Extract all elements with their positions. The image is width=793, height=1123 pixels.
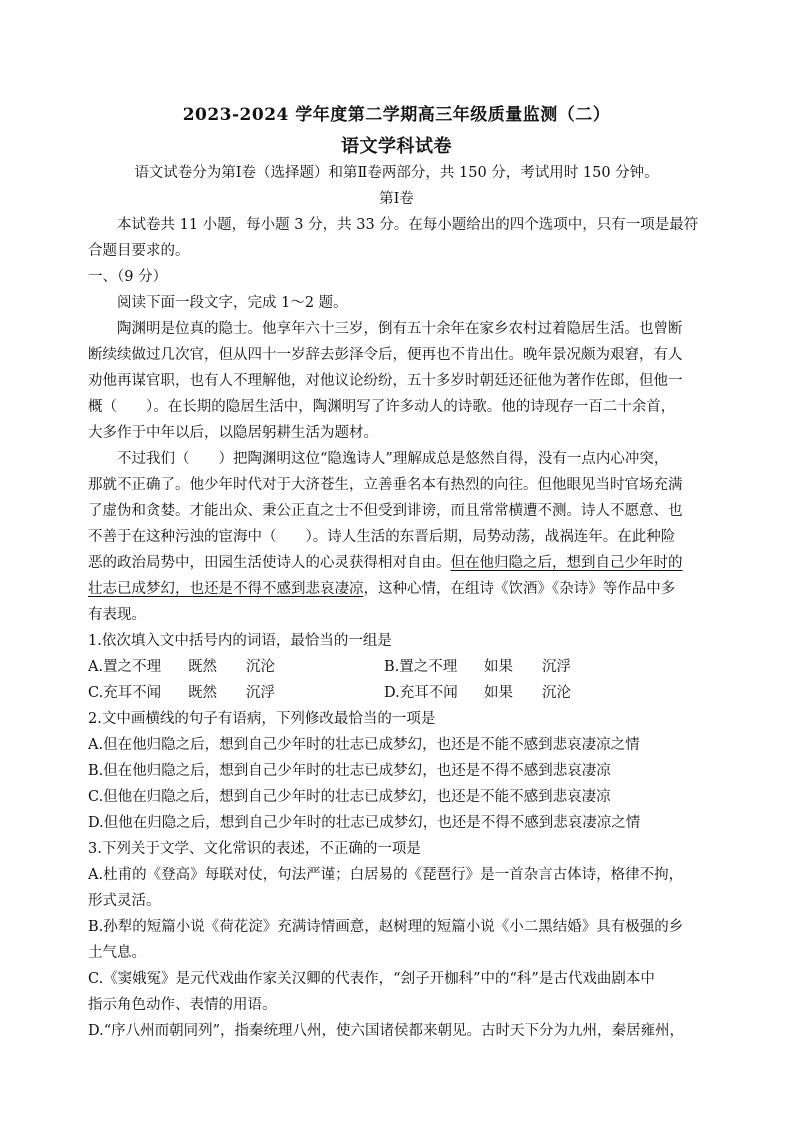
passage-line (88, 554, 728, 572)
passage-line (88, 580, 728, 598)
q3-option-c: C.《窦娥冤》是元代戏曲作家关汉卿的代表作，“刽子开枷科”中的“科”是古代戏曲剧本中 (88, 971, 655, 987)
passage-line: 不善于在这种污浊的宦海中（ ）。诗人生活的东晋后期，局势动荡，战祸连年。在此种险 (88, 529, 676, 545)
q3-option-b-cont: 土气息。 (88, 945, 146, 961)
q3-option-c-cont: 指示角色动作、表情的用语。 (88, 997, 277, 1013)
question-1-stem: 1.依次填入文中括号内的词语，最恰当的一组是 (88, 633, 392, 649)
passage-line: 了虚伪和贪婪。才能出众、秉公正直之士不但受到诽谤，而且常常横遭不测。诗人不愿意、也 (88, 503, 683, 519)
exam-intro: 语文试卷分为第Ⅰ卷（选择题）和第Ⅱ卷两部分，共 150 分，考试用时 150 分钟。 (134, 165, 659, 181)
q1-option-a-word3: 沉沦 (246, 659, 275, 675)
section-title: 第Ⅰ卷 (379, 191, 414, 207)
q3-option-b: B.孙犁的短篇小说《荷花淀》充满诗情画意，赵树理的短篇小说《小二黑结婚》具有极强的乡 (88, 919, 684, 935)
q1-option-c-word3: 沉浮 (246, 685, 275, 701)
q3-option-a-cont: 形式灵活。 (88, 893, 161, 909)
passage-line: 那就不正确了。他少年时代对于大济苍生，立善垂名本有热烈的向往。但他眼见当时官场充满 (88, 477, 683, 493)
q1-option-a-word2: 既然 (188, 659, 217, 675)
q1-option-b-word1: B.置之不理 (384, 659, 458, 675)
q1-option-d-word3: 沉沦 (542, 685, 571, 701)
passage-line: 不过我们（ ）把陶渊明这位“隐逸诗人”理解成总是悠然自得，没有一点内心冲突， (117, 451, 669, 467)
q1-option-a-word1: A.置之不理 (88, 659, 162, 675)
underlined-sentence: 但在他归隐之后，想到自己少年时的 (450, 555, 683, 571)
q1-option-d-word2: 如果 (484, 685, 513, 701)
q2-option-b: B.但在他归隐之后，想到自己少年时的壮志已成梦幻，也还是不得不感到悲哀凄凉 (88, 763, 611, 779)
q1-option-d-word1: D.充耳不闻 (384, 685, 458, 701)
exam-title: 2023-2024 学年度第二学期高三年级质量监测（二） (182, 105, 611, 125)
underlined-sentence: 壮志已成梦幻，也还是不得不感到悲哀凄凉 (88, 581, 364, 597)
passage-line: 概（ ）。在长期的隐居生活中，陶渊明写了许多动人的诗歌。他的诗现存一百二十余首， (88, 399, 676, 415)
q1-option-c-word1: C.充耳不闻 (88, 685, 162, 701)
q2-option-d: D.但他在归隐之后，想到自己少年时的壮志已成梦幻，也还是不得不感到悲哀凄凉之情 (88, 815, 641, 831)
passage-line: 断续续做过几次官，但从四十一岁辞去彭泽令后，便再也不肯出仕。晚年景况颇为艰窘，有人 (88, 347, 683, 363)
q2-option-c: C.但他在归隐之后，想到自己少年时的壮志已成梦幻，也还是不能不感到悲哀凄凉 (88, 789, 611, 805)
part-heading: 一、（9 分） (88, 269, 168, 285)
instruction-line: 本试卷共 11 小题，每小题 3 分，共 33 分。在每小题给出的四个选项中，只有一项是最符 (117, 217, 699, 233)
passage-line: 劝他再谋官职，也有人不理解他，对他议论纷纷，五十多岁时朝廷还征他为著作佐郎，但他一 (88, 373, 683, 389)
question-2-stem: 2.文中画横线的句子有语病，下列修改最恰当的一项是 (88, 711, 436, 727)
question-3-stem: 3.下列关于文学、文化常识的表述，不正确的一项是 (88, 841, 421, 857)
passage-text: 恶的政治局势中，田园生活使诗人的心灵获得相对自由。 (88, 555, 451, 571)
passage-text: ，这种心情，在组诗《饮酒》《杂诗》等作品中多 (363, 581, 676, 597)
passage-line: 大多作于中年以后，以隐居躬耕生活为题材。 (88, 425, 378, 441)
q1-option-c-word2: 既然 (188, 685, 217, 701)
read-prompt: 阅读下面一段文字，完成 1～2 题。 (117, 295, 348, 311)
q3-option-a: A.杜甫的《登高》每联对仗，句法严谨；白居易的《琵琶行》是一首杂言古体诗，格律不拘， (88, 867, 684, 883)
instruction-line: 合题目要求的。 (88, 243, 190, 259)
exam-subtitle: 语文学科试卷 (341, 136, 452, 157)
q1-option-b-word2: 如果 (484, 659, 513, 675)
q2-option-a: A.但在他归隐之后，想到自己少年时的壮志已成梦幻，也还是不能不感到悲哀凄凉之情 (88, 737, 640, 753)
q1-option-b-word3: 沉浮 (542, 659, 571, 675)
passage-line: 陶渊明是位真的隐士。他享年六十三岁，倒有五十余年在家乡农村过着隐居生活。也曾断 (117, 321, 683, 337)
q3-option-d: D.“序八州而朝同列”，指秦统理八州，使六国诸侯都来朝见。古时天下分为九州，秦居雍州， (88, 1023, 685, 1039)
passage-line: 有表现。 (88, 607, 146, 623)
